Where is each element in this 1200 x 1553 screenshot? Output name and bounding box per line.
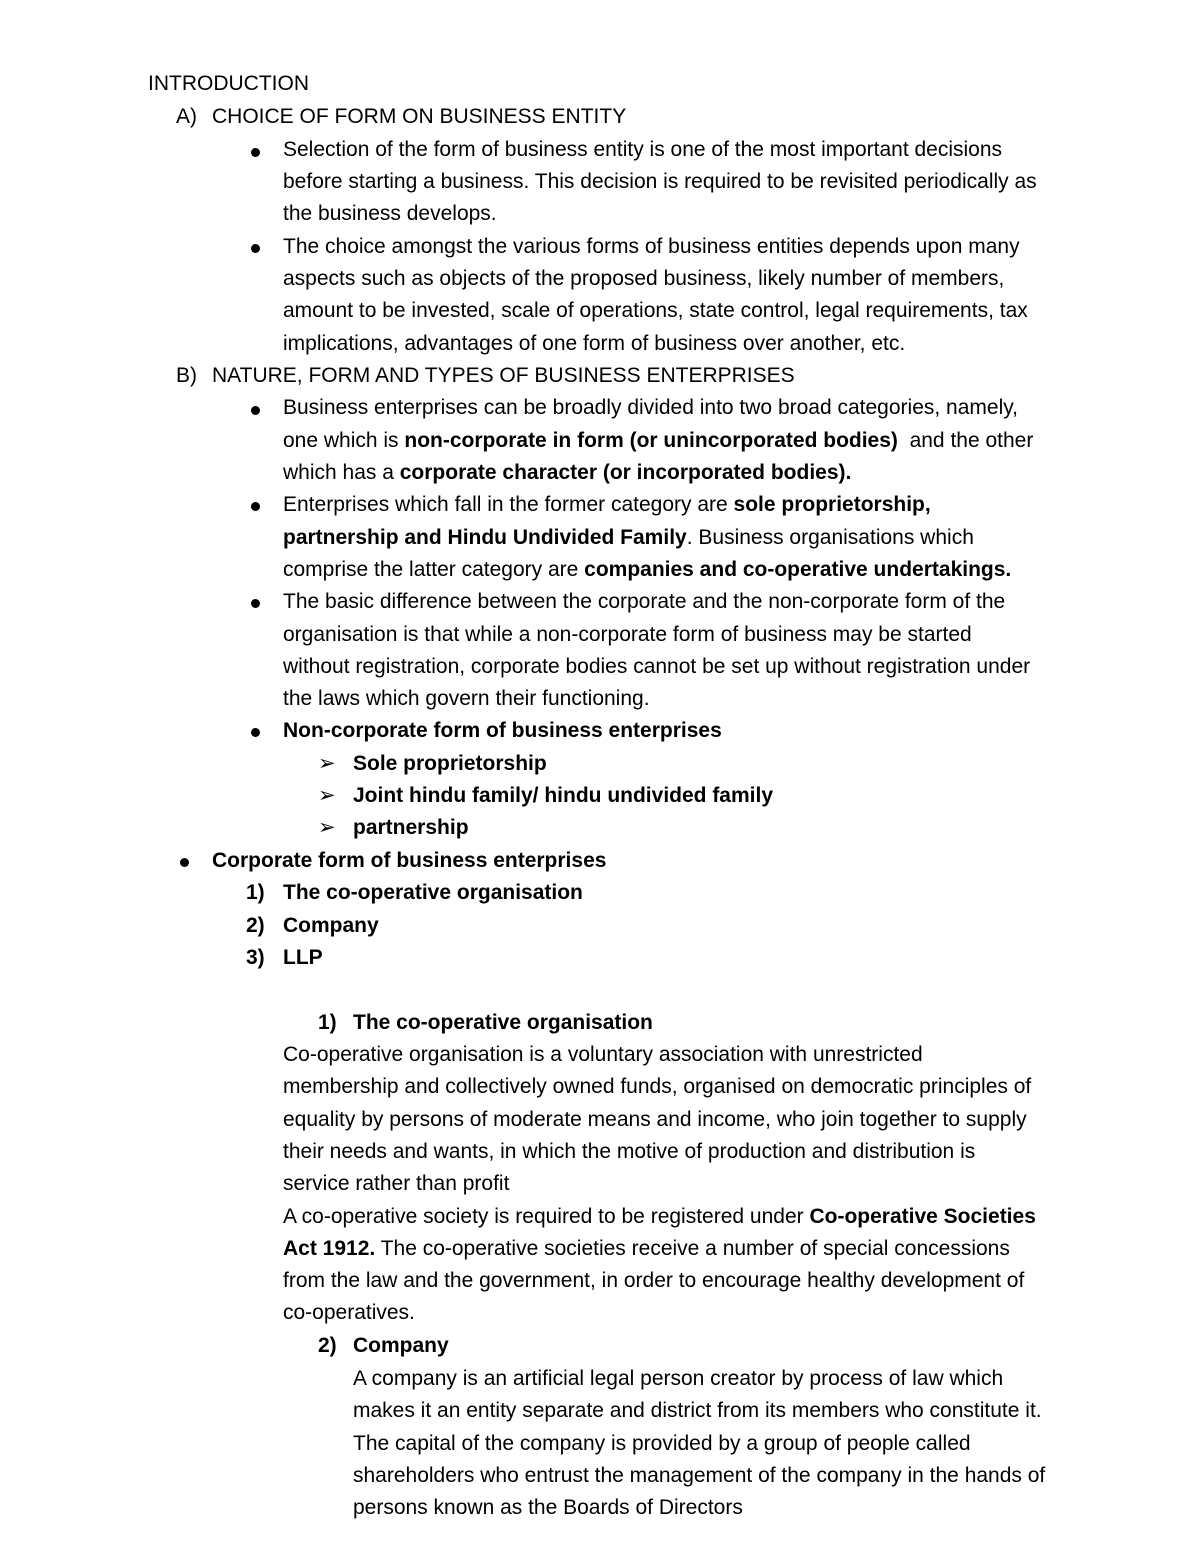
document-title: INTRODUCTION: [148, 72, 309, 95]
company-para-line: persons known as the Boards of Directors: [353, 1496, 743, 1519]
section-a-bullet1-line1: Selection of the form of business entity is one of the most important decisions: [283, 138, 1003, 161]
corporate-heading: Corporate form of business enterprises: [212, 849, 607, 872]
section-b-bullet2-line2: partnership and Hindu Undivided Family. Business organisations which: [283, 526, 974, 549]
section-a-bullet1-line2: before starting a business. This decision is required to be revisited periodically as: [283, 170, 1037, 193]
section-a-marker: A): [176, 105, 197, 128]
coop-para2-line4: co-operatives.: [283, 1301, 415, 1324]
section-a-bullet2-line2: aspects such as objects of the proposed business, likely number of members,: [283, 267, 1005, 290]
section-b-bullet2-line1: Enterprises which fall in the former category are sole proprietorship,: [283, 493, 931, 516]
section-b-bullet3-line4: the laws which govern their functioning.: [283, 687, 650, 710]
bullet-dot: [180, 858, 189, 867]
coop-para1-line: membership and collectively owned funds, organised on democratic principles of: [283, 1075, 1032, 1098]
corporate-item: The co-operative organisation: [283, 881, 583, 904]
bullet-dot: [251, 502, 260, 511]
bullet-dot: [251, 244, 260, 253]
section-a-bullet2-line3: amount to be invested, scale of operations, state control, legal requirements, tax: [283, 299, 1028, 322]
coop-para2-line3: from the law and the government, in order to encourage healthy development of: [283, 1269, 1025, 1292]
section-b-bullet3-line3: without registration, corporate bodies cannot be set up without registration under: [283, 655, 1031, 678]
section-b-bullet1-line3: which has a corporate character (or incorporated bodies).: [283, 461, 852, 484]
bullet-dot: [251, 406, 260, 415]
bullet-dot: [251, 599, 260, 608]
bullet-dot: [251, 148, 260, 157]
bullet-dot: [251, 728, 260, 737]
coop-number: 1): [318, 1011, 337, 1034]
non-corporate-item: partnership: [353, 816, 469, 839]
coop-para2-line1: A co-operative society is required to be registered under Co-operative Societies: [283, 1205, 1036, 1228]
coop-para1-line: service rather than profit: [283, 1172, 510, 1195]
corporate-item-number: 2): [246, 914, 265, 937]
section-a-bullet2-line4: implications, advantages of one form of business over another, etc.: [283, 332, 906, 355]
company-para-line: makes it an entity separate and district from its members who constitute it.: [353, 1399, 1042, 1422]
section-b-bullet3-line2: organisation is that while a non-corporate form of business may be started: [283, 623, 972, 646]
company-heading: Company: [353, 1334, 449, 1357]
section-a-heading: CHOICE OF FORM ON BUSINESS ENTITY: [212, 105, 627, 128]
section-b-heading: NATURE, FORM AND TYPES OF BUSINESS ENTERPRISES: [212, 364, 795, 387]
section-a-bullet2-line1: The choice amongst the various forms of business entities depends upon many: [283, 235, 1020, 258]
company-para-line: A company is an artificial legal person creator by process of law which: [353, 1367, 1004, 1390]
non-corporate-item: Sole proprietorship: [353, 752, 547, 775]
corporate-item: Company: [283, 914, 379, 937]
corporate-item-number: 1): [246, 881, 265, 904]
coop-para1-line: equality by persons of moderate means and income, who join together to supply: [283, 1108, 1027, 1131]
company-para-line: The capital of the company is provided by a group of people called: [353, 1432, 971, 1455]
section-b-bullet1-line2: one which is non-corporate in form (or unincorporated bodies) and the other: [283, 429, 1034, 452]
corporate-item-number: 3): [246, 946, 265, 969]
arrow-bullet-icon: ➢: [318, 752, 336, 775]
company-number: 2): [318, 1334, 337, 1357]
coop-para2-line2: Act 1912. The co-operative societies receive a number of special concessions: [283, 1237, 1010, 1260]
non-corporate-item: Joint hindu family/ hindu undivided family: [353, 784, 774, 807]
section-b-marker: B): [176, 364, 197, 387]
arrow-bullet-icon: ➢: [318, 816, 336, 839]
coop-para1-line: their needs and wants, in which the motive of production and distribution is: [283, 1140, 976, 1163]
company-para-line: shareholders who entrust the management of the company in the hands of: [353, 1464, 1046, 1487]
coop-para1-line: Co-operative organisation is a voluntary association with unrestricted: [283, 1043, 923, 1066]
section-b-bullet1-line1: Business enterprises can be broadly divided into two broad categories, namely,: [283, 396, 1019, 419]
arrow-bullet-icon: ➢: [318, 784, 336, 807]
corporate-item: LLP: [283, 946, 323, 969]
section-b-bullet2-line3: comprise the latter category are companies and co-operative undertakings.: [283, 558, 1012, 581]
non-corporate-heading: Non-corporate form of business enterprises: [283, 719, 722, 742]
section-a-bullet1-line3: the business develops.: [283, 202, 497, 225]
coop-heading: The co-operative organisation: [353, 1011, 653, 1034]
section-b-bullet3-line1: The basic difference between the corporate and the non-corporate form of the: [283, 590, 1006, 613]
